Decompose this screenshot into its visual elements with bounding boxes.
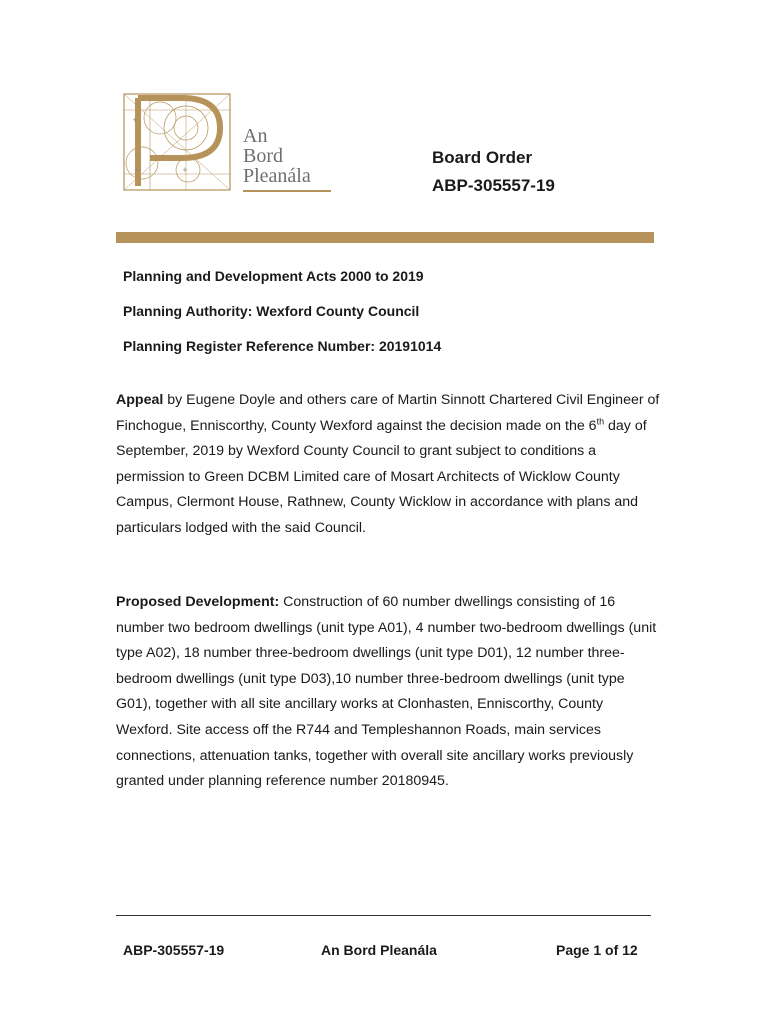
planning-details: [123, 268, 441, 373]
document-type: Board Order: [432, 148, 533, 167]
document-title-block: [432, 144, 555, 200]
appeal-text-2: day of September, 2019 by Wexford County Council to grant subject to conditions a permission to Green DCBM Limited care of Mosart Architects of Wicklow County Campus, Clermont House, Rathnew, County Wicklow in accordance with plans and particulars lodged with the said Council.: [116, 417, 647, 536]
footer-organisation: An Bord Pleanála: [321, 942, 437, 958]
svg-text:+: +: [132, 116, 138, 124]
footer-reference: ABP-305557-19: [123, 942, 225, 958]
logo-line-3: Pleanála: [243, 165, 311, 187]
document-reference: ABP-305557-19: [432, 176, 555, 195]
logo-emblem-icon: [120, 88, 238, 196]
planning-register-number: Planning Register Reference Number: 20191014: [123, 338, 442, 354]
svg-text:+: +: [134, 166, 140, 174]
an-bord-pleanala-logo: [120, 88, 335, 196]
planning-authority: Planning Authority: Wexford County Council: [123, 303, 420, 319]
appeal-sup: th: [596, 415, 605, 426]
logo-wordmark: [243, 126, 311, 186]
footer-divider: [116, 915, 651, 916]
gold-divider: [116, 232, 654, 243]
proposed-development-text: Construction of 60 number dwellings consisting of 16 number two bedroom dwellings (unit type A01), 4 number two-bedroom dwellings (unit type A02), 18 number three-bedroom dwellings (unit type D01), 12 number three-bedroom dwellings (unit type D03),10 number three-bedroom dwellings (unit type G01), together with all site ancillary works at Clonhasten, Enniscorthy, County Wexford. Site access off the R744 and Templeshannon Roads, main services connections, attenuation tanks, together with overall site ancillary works previously granted under planning reference number 20180945.: [116, 594, 657, 790]
appeal-label: Appeal: [116, 392, 164, 408]
appeal-paragraph: [116, 388, 661, 542]
footer-page-number: Page 1 of 12: [556, 942, 638, 958]
logo-underline: [243, 190, 331, 192]
proposed-development-label: Proposed Development:: [116, 594, 280, 610]
svg-text:+: +: [182, 166, 188, 174]
logo-line-1: An: [243, 125, 268, 147]
appeal-text-1: by Eugene Doyle and others care of Martin Sinnott Chartered Civil Engineer of Finchogue, Enniscorthy, County Wexford against the decision made on the 6: [116, 392, 660, 434]
logo-line-2: Bord: [243, 145, 283, 167]
planning-act: Planning and Development Acts 2000 to 2019: [123, 268, 424, 284]
proposed-development-paragraph: [116, 590, 661, 795]
